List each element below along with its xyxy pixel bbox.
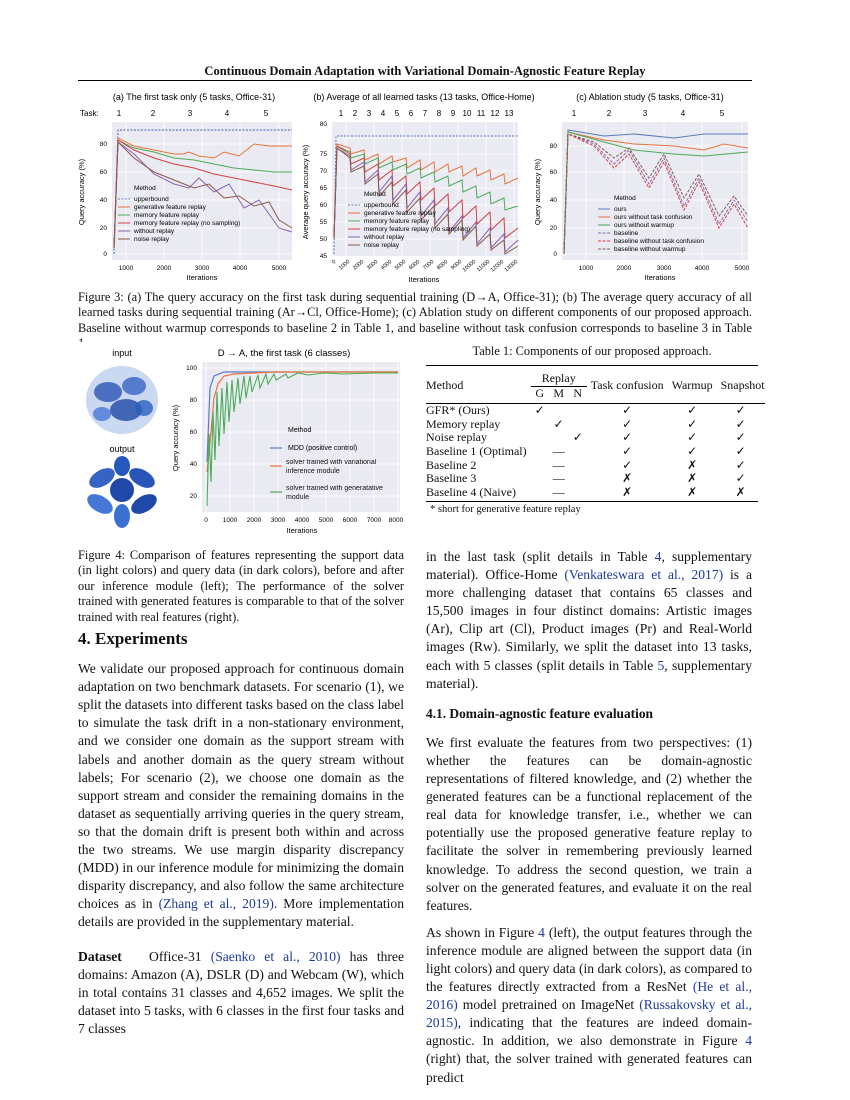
- fig4-ytick: 40: [189, 461, 197, 468]
- fig3b-xtick: 10000: [461, 258, 478, 274]
- fig3c-ytick: 0: [553, 251, 557, 258]
- fig3c-task-label: 4: [680, 109, 686, 118]
- section-title-experiments: 4. Experiments: [78, 629, 188, 648]
- cell-n: [569, 459, 587, 473]
- page-header-title: Continuous Domain Adaptation with Variational Domain-Agnostic Feature Replay: [204, 64, 646, 78]
- fig4-legend-title: Method: [288, 427, 312, 434]
- fig4-input-label: input: [112, 348, 132, 358]
- fig4-xtick: 4000: [294, 517, 310, 524]
- fig3b-ytick: 65: [319, 185, 327, 192]
- fig3c-task-label: 1: [571, 109, 577, 118]
- fig3b-task-label: 7: [422, 109, 428, 118]
- fig3a-legend-title: Method: [134, 185, 156, 192]
- fig3c-xticks: [579, 265, 750, 272]
- fig3a-legend-item: memory feature replay: [134, 212, 200, 219]
- subsection-title: 4.1. Domain-agnostic feature evaluation: [426, 705, 654, 721]
- row-method: GFR* (Ours): [426, 403, 490, 418]
- cell-m: [549, 431, 569, 445]
- cell-snapshot: ✓: [735, 443, 746, 458]
- cell-task-confusion: ✓: [622, 403, 633, 418]
- table-row: [426, 445, 765, 459]
- cell-snapshot: ✓: [735, 430, 746, 445]
- fig3a-legend-item: upperbound: [134, 196, 169, 203]
- fig3b-legend-item: without replay: [364, 234, 405, 241]
- fig3c-title: (c) Ablation study (5 tasks, Office-31): [576, 92, 724, 102]
- cell-snapshot: ✓: [735, 403, 746, 418]
- fig3c-ytick: 60: [549, 169, 557, 176]
- row-method: Baseline 1 (Optimal): [426, 443, 527, 458]
- fig4-legend-item: solver trained with generatative module: [286, 485, 383, 501]
- fig3a-xticks: [119, 265, 287, 272]
- fig4-ylabel: Query accuracy (%): [171, 404, 180, 472]
- col-header-method: Method: [426, 377, 464, 392]
- col-header-n: N: [573, 385, 583, 400]
- right-column: [426, 548, 752, 1096]
- cell-m: ✓: [553, 416, 564, 431]
- cell-n: ✓: [572, 430, 583, 445]
- paragraph-text: , supplementary material).: [426, 657, 752, 691]
- col-header-warmup: Warmup: [671, 377, 713, 392]
- cell-m: [549, 404, 569, 418]
- fig3b-task-label: 8: [436, 109, 442, 118]
- cell-task-confusion: ✓: [622, 416, 633, 431]
- fig3a-ytick: 0: [103, 251, 107, 258]
- fig3a-legend-item: memory feature replay (no sampling): [134, 220, 241, 227]
- fig3b-xtick: 8000: [436, 258, 450, 272]
- fig3c-yticks: [550, 143, 558, 258]
- header-rule: [78, 80, 752, 81]
- fig3c-xtick: 3000: [656, 265, 672, 272]
- fig3a-xtick: 4000: [232, 265, 248, 272]
- fig3c-legend-item: ours without task confusion: [614, 214, 693, 221]
- fig3a-task-label: 1: [116, 109, 122, 118]
- table-row: [426, 486, 765, 500]
- fig3c-legend-title: Method: [614, 195, 636, 202]
- fig3a-xtick: 5000: [271, 265, 287, 272]
- paragraph-text: in the last task (split details in Table: [426, 549, 655, 564]
- fig3b-task-label: 4: [380, 109, 386, 118]
- figure-3-caption: Figure 3: (a) The query accuracy on the first task during sequential training (D→A, Office-31); (b) The average query accuracy of all learned tasks during sequential training (Ar→Cl, Office-Home); (c) Ablation study on different components of our proposed approach. Baseline without warmup corresponds to baseline 2 in Table 1, and baseline without task confusion corresponds to baseline 3 in Table 1.: [78, 290, 752, 351]
- table-row: [426, 472, 765, 486]
- fig4-output-scatter: [84, 456, 160, 528]
- fig3c-task-label: 2: [606, 109, 612, 118]
- fig3a-xtick: 1000: [118, 265, 134, 272]
- row-method: Noise replay: [426, 430, 487, 445]
- fig3a-task-labels: [117, 109, 269, 118]
- fig3c-xtick: 5000: [734, 265, 750, 272]
- fig3b-ylabel: Average query accuracy (%): [301, 144, 310, 240]
- fig4-xtick: 3000: [270, 517, 286, 524]
- paragraph: [78, 660, 404, 931]
- fig3b-task-label: 10: [462, 109, 472, 118]
- citation-link[interactable]: (Russakovsky et al., 2015): [426, 997, 752, 1031]
- fig3c-legend-item: baseline without warmup: [614, 246, 686, 253]
- cell-warmup: ✓: [687, 430, 698, 445]
- fig3b-title: (b) Average of all learned tasks (13 tasks, Office-Home): [313, 92, 535, 102]
- paragraph-label-dataset: Dataset: [78, 948, 122, 964]
- fig3a-ylabel: Query accuracy (%): [77, 158, 86, 226]
- fig3a-ytick: 40: [99, 197, 107, 204]
- fig3a-task-label: 3: [187, 109, 193, 118]
- fig3b-task-label: 12: [490, 109, 500, 118]
- fig4-legend-item: solver trained with variational inference module: [286, 459, 377, 475]
- table-row: [426, 418, 765, 432]
- fig4-output-label: output: [109, 444, 135, 454]
- fig4-legend-item-3: [286, 485, 396, 507]
- cell-n: [569, 404, 587, 418]
- paragraph: [426, 548, 752, 693]
- fig3a-legend-item: generative feature replay: [134, 204, 206, 211]
- cell-g: [531, 418, 549, 432]
- fig3b-xtick: 11000: [476, 258, 492, 274]
- fig3b-task-label: 13: [504, 109, 514, 118]
- fig4-ytick: 20: [189, 493, 197, 500]
- figure-4-caption-text: Figure 4: Comparison of features representing the support data (in light colors) and query data (in dark colors), before and after our inference module (left); The performance of the solver trained with generated features is comparable to that of the solver trained with real features (right).: [78, 548, 404, 624]
- fig3a-task-label: 5: [263, 109, 269, 118]
- table-row: [426, 431, 765, 445]
- fig3b-legend-item: memory feature replay (no sampling): [364, 226, 471, 233]
- figure-3: [74, 88, 764, 284]
- cell-n: [569, 418, 587, 432]
- fig3c-legend-item: ours without warmup: [614, 222, 674, 229]
- fig3b-task-label: 5: [394, 109, 400, 118]
- fig3b-ytick: 60: [319, 202, 327, 209]
- fig3b-xtick: 13000: [503, 258, 520, 274]
- fig3b-task-label: 2: [352, 109, 358, 118]
- paragraph-text: As shown in Figure: [426, 924, 539, 940]
- cell-g: [531, 459, 549, 473]
- fig4-xtick: 2000: [246, 517, 262, 524]
- fig4-plot-title: D → A, the first task (6 classes): [217, 348, 351, 359]
- cell-snapshot: ✓: [735, 457, 746, 472]
- fig3b-legend-item: memory feature replay: [364, 218, 430, 225]
- fig3a-task-label: 4: [224, 109, 230, 118]
- fig4-xlabel: Iterations: [286, 526, 318, 535]
- table-ref-link[interactable]: 5: [657, 657, 665, 673]
- table-bottom-rule: [426, 501, 758, 502]
- col-header-snapshot: Snapshot: [720, 377, 765, 392]
- fig3b-ytick: 50: [319, 236, 327, 243]
- cell-task-confusion: ✗: [622, 484, 633, 499]
- paragraph-text: is a more challenging dataset that contains 65 classes and 15,500 images in four distinct domains: Artistic images (Ar), Clip art (Cl), Product images (Pr) and Real-World images (Rw). Similarly, we split the dataset into 13 tasks, each with 5 classes (split details in Table: [426, 567, 752, 673]
- row-method: Baseline 2: [426, 457, 477, 472]
- fig4-xtick: 0: [204, 517, 208, 524]
- fig3b-task-label: 6: [408, 109, 414, 118]
- fig3b-legend-item: noise replay: [364, 242, 400, 249]
- fig3-panel-a: [77, 92, 292, 282]
- fig4-ytick: 80: [189, 397, 197, 404]
- paragraph-text: (right) that, the solver trained with generated features can predict: [426, 1051, 752, 1085]
- fig3a-xtick: 3000: [194, 265, 210, 272]
- fig3a-legend-item: noise replay: [134, 236, 170, 243]
- fig4-ytick: 100: [186, 365, 197, 372]
- fig3b-xtick: 5000: [394, 258, 408, 272]
- fig3c-xlabel: Iterations: [644, 273, 676, 282]
- fig3b-legend-item: upperbound: [364, 202, 399, 209]
- col-header-g: G: [535, 385, 544, 400]
- figure-ref-link[interactable]: 4: [745, 1033, 752, 1049]
- fig3b-xtick: 2000: [352, 258, 366, 272]
- fig3-panel-c: [533, 92, 750, 282]
- fig3b-xtick: 12000: [489, 258, 506, 274]
- cell-g: [531, 486, 549, 500]
- cell-n: [569, 486, 587, 500]
- cell-warmup: ✓: [687, 403, 698, 418]
- fig3c-ytick: 40: [549, 197, 557, 204]
- fig3b-ytick: 70: [319, 168, 327, 175]
- cell-warmup: ✓: [687, 416, 698, 431]
- paragraph: [426, 924, 752, 1087]
- fig3a-xtick: 2000: [156, 265, 172, 272]
- cell-n: [569, 472, 587, 486]
- fig4-input-scatter: [86, 366, 158, 434]
- paragraph-text: model pretrained on ImageNet: [457, 997, 640, 1013]
- fig3c-xtick: 4000: [694, 265, 710, 272]
- fig3b-ytick: 75: [319, 151, 327, 158]
- figure-4-caption: [78, 548, 404, 625]
- cell-task-confusion: ✓: [622, 457, 633, 472]
- fig4-xtick: 7000: [366, 517, 382, 524]
- cell-task-confusion: ✓: [622, 443, 633, 458]
- table-row: [426, 459, 765, 473]
- fig3-panel-b: [301, 92, 535, 284]
- fig3b-legend-item: generative feature replay: [364, 210, 436, 217]
- citation-link[interactable]: (Saenko et al., 2010): [210, 948, 341, 964]
- fig3a-ytick: 60: [99, 169, 107, 176]
- fig3b-task-labels: [339, 109, 514, 118]
- paragraph-text: has three domains: Amazon (A), DSLR (D) and Webcam (W), which in total contains 31 classes and 4,652 images. We split the dataset into 5 tasks, with 6 classes in the first four tasks and 7 classes: [78, 948, 405, 1036]
- fig3b-task-label: 1: [338, 109, 344, 118]
- cell-warmup: ✓: [687, 443, 698, 458]
- figure-ref-link[interactable]: 4: [538, 924, 545, 940]
- fig3-task-prefix: Task:: [80, 109, 99, 118]
- cell-g: [531, 445, 549, 459]
- fig4-xtick: 6000: [342, 517, 358, 524]
- cell-snapshot: ✓: [735, 471, 746, 486]
- citation-link[interactable]: (He et al., 2016): [426, 979, 753, 1013]
- fig3b-task-label: 11: [476, 109, 486, 118]
- fig3c-xtick: 2000: [616, 265, 632, 272]
- fig3a-yticks: [100, 141, 108, 258]
- cell-n: [569, 445, 587, 459]
- fig4-ytick: 60: [189, 429, 197, 436]
- paragraph-text: (left), the output features through the inference module are aligned between the support data (in light colors) and query data (in dark colors), as compared to the features directly extracted from a ResNet: [426, 924, 753, 995]
- paragraph-text: We validate our proposed approach for continuous domain adaptation on two benchmark datasets. For scenario (1), we split the datasets into different tasks based on the class label to simulate the task drift in a non-stationary environment, and we consider one domain as the support stream with labels and another domain as the query stream without labels; For scenario (2), we choose one domain as the support stream and consider the remaining domains in the dataset as sequentially arriving queries in the query stream, so that the domain drift is present both within and across the two streams. We use margin disparity discrepancy (MDD) in our inference module for minimizing the domain disparity discrepancy, and also follow the same architecture choices as in: [78, 661, 404, 912]
- components-table: [426, 368, 765, 499]
- cell-warmup: ✗: [687, 457, 698, 472]
- fig3b-xtick: 6000: [408, 258, 422, 272]
- table-1: [426, 344, 765, 516]
- cell-warmup: ✗: [687, 484, 698, 499]
- fig3a-legend-item: without replay: [134, 228, 175, 235]
- fig4-legend-item-2: [286, 459, 396, 481]
- cell-snapshot: ✓: [735, 416, 746, 431]
- cell-warmup: ✗: [687, 471, 698, 486]
- fig3b-yticks: [320, 121, 328, 260]
- fig4-xticks: [204, 517, 403, 524]
- fig4-yticks: [186, 365, 197, 500]
- fig3c-legend-item: ours: [614, 206, 627, 213]
- fig3b-xtick: 4000: [380, 258, 394, 272]
- table-1-caption: Table 1: Components of our proposed approach.: [472, 344, 712, 358]
- fig3c-ytick: 80: [549, 143, 557, 150]
- cell-g: [531, 431, 549, 445]
- figure-4: [74, 342, 410, 542]
- paragraph-text: , supplementary material). Office-Home: [426, 549, 752, 583]
- cell-snapshot: ✗: [735, 484, 746, 499]
- paragraph-text: , indicating that the features are indeed domain-agnostic. In addition, we also demonstrate in Figure: [426, 1015, 752, 1049]
- fig3c-ylabel: Query accuracy (%): [533, 158, 542, 226]
- fig3a-title: (a) The first task only (5 tasks, Office-31): [112, 92, 276, 102]
- fig3c-legend-item: baseline: [614, 230, 639, 237]
- fig3c-task-label: 3: [642, 109, 648, 118]
- paragraph: [78, 948, 404, 1038]
- fig3b-xtick: 3000: [366, 258, 380, 272]
- fig3b-ytick: 45: [319, 253, 327, 260]
- col-header-m: M: [553, 385, 565, 400]
- fig3b-xlabel: Iterations: [408, 275, 440, 284]
- fig3c-task-labels: [572, 109, 725, 118]
- table-footnote: * short for generative feature replay: [430, 504, 581, 516]
- left-column: [78, 630, 404, 1047]
- fig4-legend-item: MDD (positive control): [288, 445, 358, 452]
- citation-link[interactable]: (Venkateswara et al., 2017): [564, 567, 724, 583]
- fig4-xtick: 5000: [318, 517, 334, 524]
- cell-m: —: [552, 457, 565, 472]
- table-row: [426, 404, 765, 418]
- table-ref-link[interactable]: 4: [654, 549, 662, 564]
- citation-link[interactable]: (Zhang et al., 2019): [158, 896, 274, 912]
- fig3b-task-label: 3: [366, 109, 372, 118]
- paragraph-text: . More implementation details are provided in the supplementary material.: [78, 896, 404, 930]
- paragraph: We first evaluate the features from two perspectives: (1) whether the features can be domain-agnostic representations of filtered knowledge, and (2) whether the generated features can be a functional replacement of the real data for knowledge transfer, i.e., whether we can potentially use the proposed generative feature replay to facilitate the solver in remembering previously learned knowledge. To address the second question, we train a solver on the generated features, and evaluate it on the real features.: [426, 734, 752, 913]
- fig3b-ytick: 80: [319, 121, 327, 128]
- row-method: Memory replay: [426, 416, 501, 431]
- fig3b-ytick: 55: [319, 219, 327, 226]
- cell-m: —: [552, 443, 565, 458]
- row-method: Baseline 4 (Naive): [426, 484, 516, 499]
- fig3c-xtick: 1000: [578, 265, 594, 272]
- cell-m: —: [552, 484, 565, 499]
- fig3c-legend-item: baseline without task confusion: [614, 238, 704, 245]
- cell-g: [531, 472, 549, 486]
- fig4-xtick: 8000: [388, 517, 404, 524]
- fig3b-legend-title: Method: [364, 191, 386, 198]
- col-header-task-confusion: Task confusion: [590, 377, 664, 392]
- fig3c-task-label: 5: [719, 109, 725, 118]
- fig3c-ytick: 20: [549, 225, 557, 232]
- cell-g: ✓: [534, 403, 545, 418]
- fig3a-ytick: 20: [99, 225, 107, 232]
- paragraph-text: Office-31: [149, 948, 211, 964]
- fig3b-xtick: 0: [331, 258, 338, 266]
- row-method: Baseline 3: [426, 471, 477, 486]
- fig3b-xtick: 9000: [450, 258, 464, 272]
- fig4-xtick: 1000: [222, 517, 238, 524]
- table-top-rule: [426, 365, 758, 366]
- cell-task-confusion: ✓: [622, 430, 633, 445]
- fig3b-xtick: 7000: [422, 258, 436, 272]
- cell-m: —: [552, 471, 565, 486]
- fig3a-xlabel: Iterations: [186, 273, 218, 282]
- col-header-replay: Replay: [531, 368, 587, 386]
- cell-task-confusion: ✗: [622, 471, 633, 486]
- fig3b-xtick: 1000: [338, 258, 352, 272]
- fig3b-task-label: 9: [450, 109, 456, 118]
- fig3a-ytick: 80: [99, 141, 107, 148]
- fig3a-task-label: 2: [150, 109, 156, 118]
- fig3b-xticks: [331, 259, 519, 273]
